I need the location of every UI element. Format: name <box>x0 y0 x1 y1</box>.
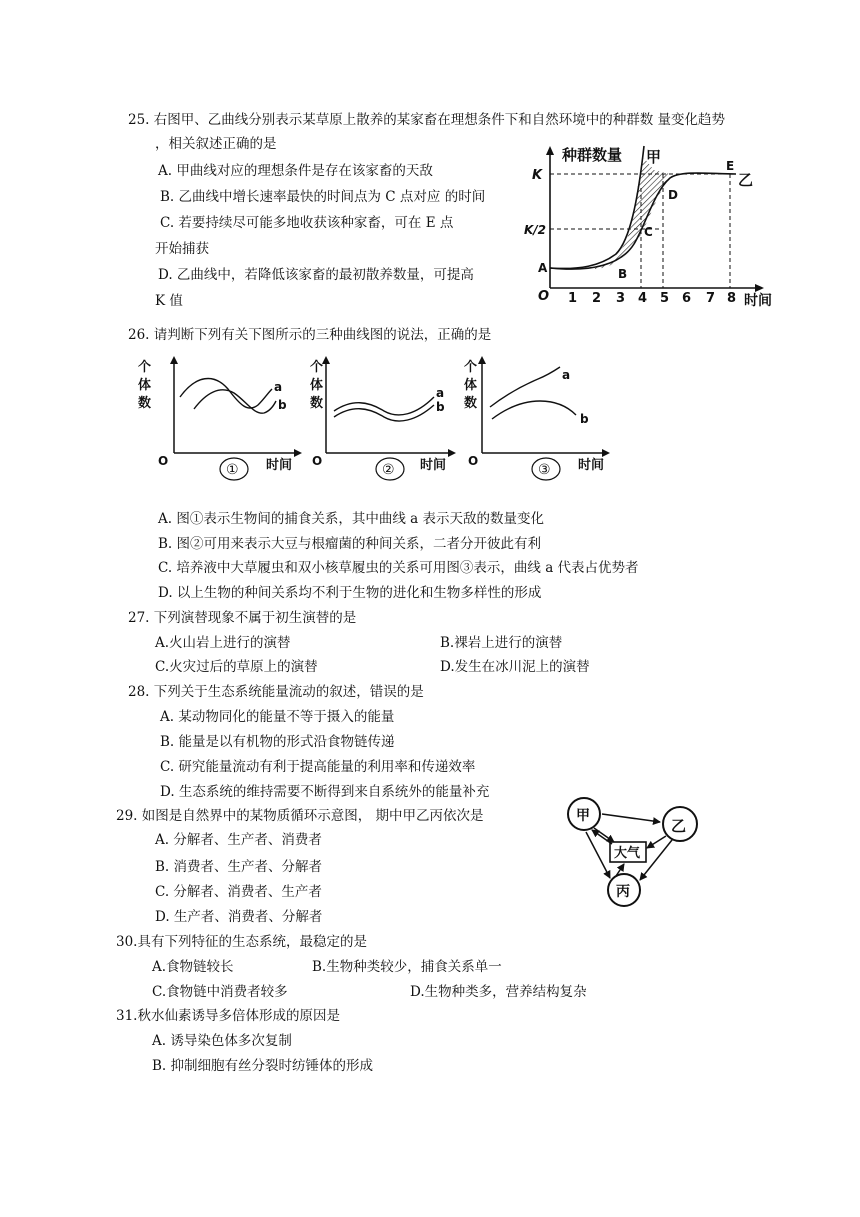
fig1-ylabel-2: 体 <box>138 378 152 393</box>
fig1-curve-a <box>180 379 272 409</box>
q25-xtick-2: 2 <box>592 291 602 306</box>
q29-option-b: B. 消费者、生产者、分解者 <box>155 859 323 875</box>
fig3-number: ③ <box>538 462 551 478</box>
q25-label-jia: 甲 <box>646 148 662 166</box>
q31-option-a: A. 诱导染色体多次复制 <box>152 1033 292 1049</box>
q30-stem: 30.具有下列特征的生态系统，最稳定的是 <box>116 934 367 950</box>
q25-xtick-3: 3 <box>616 291 626 306</box>
q30-option-d: D.生物种类多，营养结构复杂 <box>410 984 587 1000</box>
q28-stem: 28. 下列关于生态系统能量流动的叙述，错误的是 <box>128 684 424 700</box>
fig2-ylabel-2: 体 <box>310 378 324 393</box>
q28-option-d: D. 生态系统的维持需要不断得到来自系统外的能量补充 <box>160 784 490 800</box>
fig1-curve-b <box>194 390 276 413</box>
label-jia: 甲 <box>576 808 590 824</box>
label-air: 大气 <box>614 846 641 861</box>
fig2-number: ② <box>382 462 395 478</box>
q25-origin: O <box>538 289 550 304</box>
q25-xtick-4: 4 <box>638 291 648 306</box>
fig1-label-b: b <box>278 398 287 412</box>
q25-option-c-cont: 开始捕获 <box>155 241 209 257</box>
q29-cycle-diagram <box>560 792 710 914</box>
fig3-curve-b <box>492 401 576 419</box>
q28-option-a: A. 某动物同化的能量不等于摄入的能量 <box>160 709 395 725</box>
fig3-ylabel-3: 数 <box>464 396 478 411</box>
q25-y-axis-label: 种群数量 <box>562 146 623 164</box>
q25-point-a: A <box>538 261 548 275</box>
q30-option-a: A.食物链较长 <box>152 959 234 975</box>
q29-option-d: D. 生产者、消费者、分解者 <box>155 909 323 925</box>
q27-stem: 27. 下列演替现象不属于初生演替的是 <box>128 610 357 626</box>
fig2-ylabel-3: 数 <box>310 396 324 411</box>
fig2-ylabel-1: 个 <box>310 360 324 375</box>
q26-option-a: A. 图①表示生物间的捕食关系，其中曲线 a 表示天敌的数量变化 <box>158 511 544 527</box>
fig3-label-b: b <box>580 412 589 426</box>
q25-option-d-cont: K 值 <box>155 293 183 309</box>
q25-xtick-5: 5 <box>660 291 670 306</box>
q25-x-axis-label: 时间 <box>744 293 772 309</box>
fig3-xlabel: 时间 <box>578 458 605 473</box>
q25-xtick-8: 8 <box>727 291 737 306</box>
fig2-curve-b <box>334 405 434 421</box>
q25-option-b: B. 乙曲线中增长速率最快的时间点为 C 点对应 的时间 <box>160 189 486 205</box>
q25-point-c: C <box>644 225 653 239</box>
fig3-ylabel-1: 个 <box>464 360 478 375</box>
q30-option-c: C.食物链中消费者较多 <box>152 984 288 1000</box>
q25-option-c: C. 若要持续尽可能多地收获该种家畜，可在 E 点 <box>160 215 454 231</box>
q28-option-c: C. 研究能量流动有利于提高能量的利用率和传递效率 <box>160 759 476 775</box>
q27-option-c: C.火灾过后的草原上的演替 <box>155 659 318 675</box>
q25-xtick-6: 6 <box>682 291 692 306</box>
q25-xtick-7: 7 <box>706 291 716 306</box>
fig1-label-a: a <box>274 380 283 394</box>
q29-stem: 29. 如图是自然界中的某物质循环示意图， 期中甲乙丙依次是 <box>116 808 484 824</box>
q27-option-d: D.发生在冰川泥上的演替 <box>440 659 590 675</box>
label-bing: 丙 <box>616 884 630 900</box>
q29-option-a: A. 分解者、生产者、消费者 <box>155 832 322 848</box>
fig1-ylabel-1: 个 <box>138 360 152 375</box>
q25-option-a: A. 甲曲线对应的理想条件是存在该家畜的天敌 <box>158 163 433 179</box>
q25-stem-line1: 25. 右图甲、乙曲线分别表示某草原上散养的某家畜在理想条件下和自然环境中的种群数 量变化趋势 <box>128 112 726 128</box>
fig3-label-a: a <box>562 368 571 382</box>
q26-option-d: D. 以上生物的种间关系均不利于生物的进化和生物多样性的形成 <box>158 585 542 601</box>
q25-option-d: D. 乙曲线中，若降低该家畜的最初散养数量，可提高 <box>158 267 474 283</box>
fig1-xlabel: 时间 <box>266 458 293 473</box>
fig3-origin: O <box>468 454 479 468</box>
fig2-curve-a <box>334 397 434 415</box>
q25-stem-line2: ，相关叙述正确的是 <box>155 136 277 152</box>
q28-option-b: B. 能量是以有机物的形式沿食物链传递 <box>160 734 395 750</box>
q25-point-e: E <box>726 159 735 173</box>
fig1-number: ① <box>226 462 239 478</box>
q30-option-b: B.生物种类较少，捕食关系单一 <box>312 959 502 975</box>
q27-option-b: B.裸岩上进行的演替 <box>440 635 563 651</box>
fig3-ylabel-2: 体 <box>464 378 478 393</box>
q31-stem: 31.秋水仙素诱导多倍体形成的原因是 <box>116 1008 340 1024</box>
fig2-xlabel: 时间 <box>420 458 447 473</box>
q25-tick-k-half: K/2 <box>524 223 547 237</box>
q25-tick-k: K <box>532 168 543 183</box>
q31-option-b: B. 抑制细胞有丝分裂时纺锤体的形成 <box>152 1058 374 1074</box>
q27-option-a: A.火山岩上进行的演替 <box>155 635 291 651</box>
fig2-label-a: a <box>436 386 445 400</box>
q25-label-yi: 乙 <box>738 171 754 189</box>
q25-point-b: B <box>618 267 628 281</box>
fig2-origin: O <box>312 454 323 468</box>
q25-population-graph <box>520 140 790 310</box>
fig3-curve-a <box>490 367 560 407</box>
q29-option-c: C. 分解者、消费者、生产者 <box>155 884 322 900</box>
q26-option-b: B. 图②可用来表示大豆与根瘤菌的种间关系，二者分开彼此有利 <box>158 536 542 552</box>
q25-hatch-region <box>590 158 670 269</box>
q26-option-c: C. 培养液中大草履虫和双小核草履虫的关系可用图③表示，曲线 a 代表占优势者 <box>158 560 639 576</box>
fig1-ylabel-3: 数 <box>138 396 152 411</box>
label-yi: 乙 <box>671 817 687 835</box>
q26-stem: 26. 请判断下列有关下图所示的三种曲线图的说法，正确的是 <box>128 327 492 343</box>
fig1-origin: O <box>158 454 169 468</box>
q25-point-d: D <box>668 188 678 202</box>
fig2-label-b: b <box>436 400 445 414</box>
q25-xtick-1: 1 <box>568 291 578 306</box>
q26-figures <box>128 353 628 483</box>
